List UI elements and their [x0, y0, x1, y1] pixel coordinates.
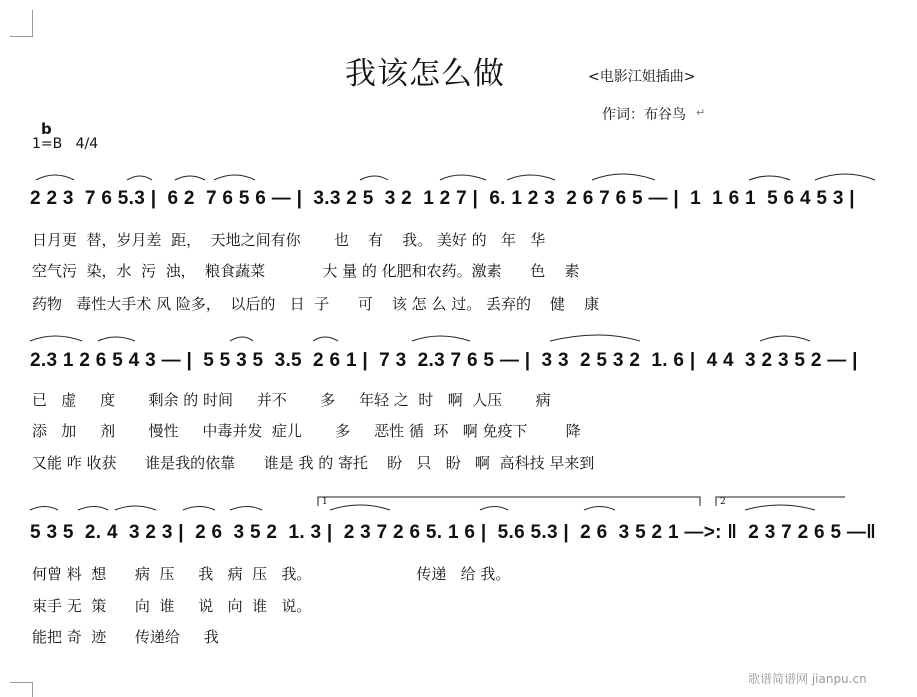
lyricist-credit: 作词：布谷鸟 — [602, 107, 686, 123]
notation-line: 2 2 3 7 6 5.3 | 6 2 7 6 5 6 — | 3.3 2 5 3 2 1 2 7 | 6. 1 2 3 2 6 7 6 5 — | 1 1 6 1 5 6 4 5 3 | — [30, 188, 855, 209]
song-title: 我该怎么做 — [345, 56, 505, 92]
song-subtitle: <电影江姐插曲> — [588, 69, 696, 85]
lyric-line: 能把 奇 迹 传递给 我 — [32, 628, 219, 646]
key-signature: 1=B 4/4 — [32, 136, 99, 152]
site-watermark: 歌谱简谱网 jianpu.cn — [748, 672, 867, 686]
notation-line: 2.3 1 2 6 5 4 3 — | 5 5 3 5 3.5 2 6 1 | 7 3 2.3 7 6 5 — | 3 3 2 5 3 2 1. 6 | 4 4 3 2 3 5 2 — | — [30, 350, 858, 371]
lyric-line: 又能 咋 收获 谁是我的依靠 谁是 我 的 寄托 盼 只 盼 啊 高科技 早来到 — [32, 454, 595, 472]
lyric-line: 已 虚 度 剩余 的 时间 并不 多 年轻 之 时 啊 人压 病 — [32, 391, 551, 409]
lyric-line: 空气污 染，水 污 浊， 粮食蔬菜 大 量 的 化肥和农药。激素 色 素 — [32, 262, 580, 280]
lyric-line: 何曾 料 想 病 压 我 病 压 我。 传递 给 我。 — [32, 565, 511, 583]
volta-2-label: 2 — [720, 497, 726, 507]
lyric-line: 日月更 替，岁月差 距， 天地之间有你 也 有 我。 美好 的 年 华 — [32, 231, 546, 249]
flat-symbol: b — [41, 120, 52, 138]
lyric-line: 药物 毒性大手术 风 险多， 以后的 日 子 可 该 怎 么 过。 丢弃的 健 康 — [32, 295, 600, 313]
volta-1-label: 1 — [322, 497, 328, 507]
lyric-line: 束手 无 策 向 谁 说 向 谁 说。 — [32, 597, 312, 615]
notation-line: 5 3 5 2. 4 3 2 3 | 2 6 3 5 2 1. 3 | 2 3 7 2 6 5. 1 6 | 5.6 5.3 | 2 6 3 5 2 1 —>: ‖ 2 3 7 2 6 5 —‖ — [30, 522, 876, 543]
lyric-line: 添 加 剂 慢性 中毒并发 症儿 多 恶性 循 环 啊 免疫下 降 — [32, 422, 581, 440]
paragraph-mark: ↵ — [696, 106, 706, 119]
